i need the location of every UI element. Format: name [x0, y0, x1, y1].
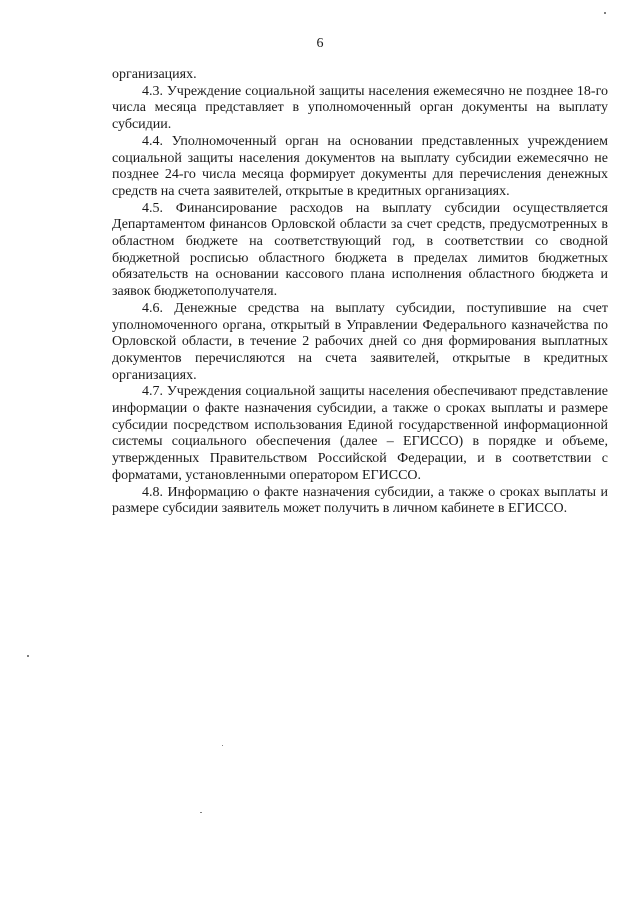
scan-speck	[222, 745, 223, 746]
page-number: 6	[316, 36, 324, 51]
paragraph-4-3: 4.3. Учреждение социальной защиты населения ежемесячно не позднее 18-го числа месяца представляет в уполномоченный орган документы на выплату субсидии.	[112, 83, 608, 133]
paragraph-4-4: 4.4. Уполномоченный орган на основании представленных учреждением социальной защиты населения документов на выплату субсидии ежемесячно не позднее 24-го числа месяца формирует документы для перечисления денежных средств на счета заявителей, открытые в кредитных организациях.	[112, 133, 608, 199]
paragraph-4-7: 4.7. Учреждения социальной защиты населения обеспечивают представление информации о факте назначения субсидии, а также о сроках выплаты и размере субсидии посредством использования Единой государственной информационной системы социального обеспечения (далее – ЕГИССО) в порядке и объеме, утвержденных Правительством Российской Федерации, и в соответствии с форматами, установленными оператором ЕГИССО.	[112, 384, 608, 483]
paragraph-4-8: 4.8. Информацию о факте назначения субсидии, а также о сроках выплаты и размере субсидии заявитель может получить в личном кабинете в ЕГИССО.	[112, 484, 608, 517]
scan-speck	[200, 812, 202, 813]
scan-speck	[604, 12, 606, 14]
scan-speck	[27, 655, 29, 657]
document-body	[112, 67, 608, 518]
paragraph-4-6: 4.6. Денежные средства на выплату субсидии, поступившие на счет уполномоченного органа, открытый в Управлении Федерального казначейства по Орловской области, в течение 2 рабочих дней со дня формирования выплатных документов перечисляются на счета заявителей, открытые в кредитных организациях.	[112, 300, 608, 383]
paragraph-4-5: 4.5. Финансирование расходов на выплату субсидии осуществляется Департаментом финансов Орловской области за счет средств, предусмотренных в областном бюджете на соответствующий год, в соответствии со сводной бюджетной росписью областного бюджета в пределах лимитов бюджетных обязательств на основании кассового плана исполнения областного бюджета и заявок бюджетополучателя.	[112, 200, 608, 300]
paragraph-continuation: организациях.	[112, 67, 197, 82]
